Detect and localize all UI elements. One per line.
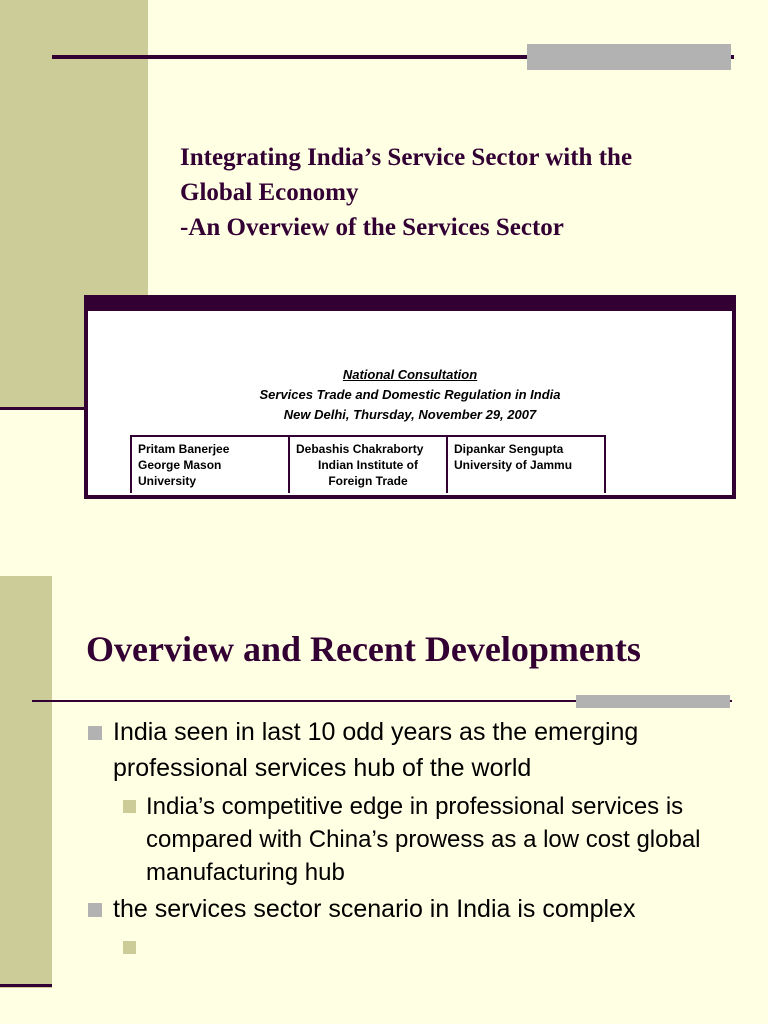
authors-table [130, 435, 606, 493]
slide-heading: Overview and Recent Developments [86, 629, 641, 669]
sub-bullet-item [88, 931, 748, 961]
bullet-text: India seen in last 10 odd years as the emerging professional services hub of the world [113, 718, 639, 782]
bullet-text: India’s competitive edge in professional services is compared with China’s prowess as a low cost global manufacturing hub [146, 793, 701, 886]
author-name: Dipankar Sengupta [454, 442, 564, 456]
slide-title-text [180, 140, 740, 245]
sub-bullet-item [88, 790, 748, 889]
author-cell [289, 436, 447, 493]
bullet-square-icon [88, 726, 102, 740]
author-cell [447, 436, 605, 493]
author-affiliation: George Mason University [138, 458, 222, 488]
top-gray-band [527, 44, 731, 70]
consultation-box [84, 295, 736, 499]
bullet-item [88, 714, 748, 786]
sub-bullet-square-icon [123, 941, 136, 954]
bullet-square-icon [88, 903, 102, 917]
author-cell [131, 436, 289, 493]
title-line-3: -An Overview of the Services Sector [180, 214, 564, 241]
bullet-text: the services sector scenario in India is complex [113, 895, 636, 923]
author-name: Debashis Chakraborty [296, 442, 424, 456]
bullet-list [88, 714, 748, 963]
title-line-1: Integrating India’s Service Sector with the [180, 144, 633, 171]
sidebar-accent [0, 576, 52, 988]
consultation-subtitle: Services Trade and Domestic Regulation in India [259, 387, 561, 402]
author-affiliation: University of Jammu [454, 458, 573, 472]
title-line-2: Global Economy [180, 179, 359, 206]
title-gray-band [576, 695, 730, 708]
sidebar-divider [0, 984, 52, 987]
sidebar-divider [0, 407, 84, 410]
consultation-info [88, 365, 732, 425]
consultation-venue-date: New Delhi, Thursday, November 29, 2007 [283, 407, 537, 422]
consultation-heading: National Consultation [342, 367, 478, 382]
author-name: Pritam Banerjee [138, 442, 230, 456]
sub-bullet-square-icon [123, 800, 136, 813]
slide-overview [0, 576, 768, 1024]
bullet-item [88, 891, 748, 927]
author-affiliation: Indian Institute of Foreign Trade [318, 458, 418, 488]
